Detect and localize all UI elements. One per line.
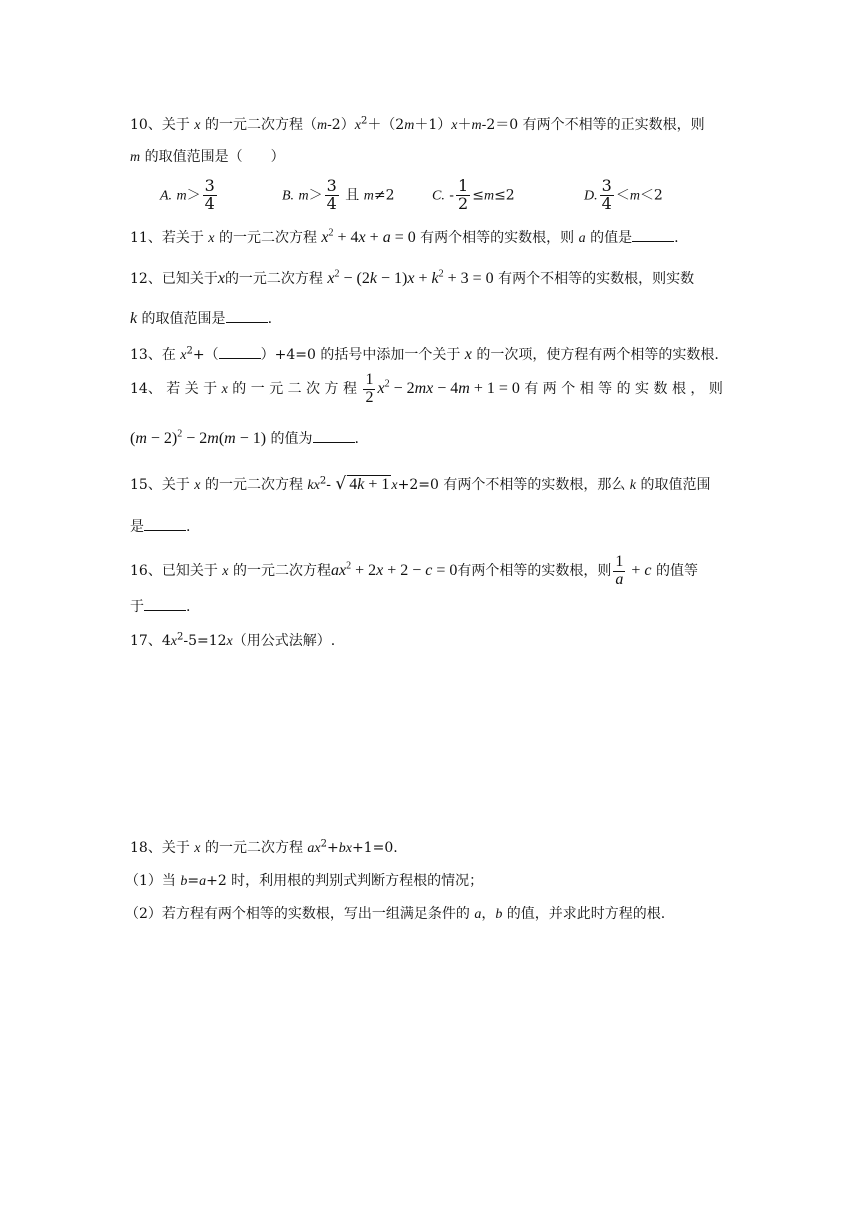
- question-14-line-2: [130, 428, 730, 448]
- equation-var: k: [369, 270, 377, 287]
- option-text: 且: [340, 187, 364, 204]
- q18-text: +1=0.: [351, 840, 398, 856]
- option-label: C.: [432, 188, 445, 204]
- denominator: 2: [458, 193, 469, 213]
- option-var: m: [363, 188, 374, 204]
- exponent: 2: [177, 428, 183, 440]
- answer-blank[interactable]: [144, 598, 186, 611]
- exponent: 2: [320, 838, 327, 850]
- option-var: m: [629, 188, 640, 204]
- q18-2-var: a: [474, 907, 482, 922]
- q18-var: ax: [307, 841, 321, 856]
- equation-var: x: [377, 379, 385, 397]
- q12-text: 的一元二次方程: [224, 271, 328, 287]
- exponent: 2: [176, 631, 184, 643]
- q15-var: k: [629, 478, 637, 493]
- question-number: 12、: [130, 271, 162, 287]
- question-number: 11、: [130, 230, 162, 246]
- q16-var: x: [222, 563, 229, 579]
- denominator: 4: [326, 193, 337, 213]
- q18-2-text: 的值，并求此时方程的根.: [502, 906, 666, 922]
- equation-text: (: [218, 430, 225, 447]
- equation-text: − 2: [389, 379, 415, 397]
- option-text: ＞: [308, 187, 323, 204]
- equation-text: − 1): [235, 430, 267, 447]
- option-label: B.: [282, 188, 295, 204]
- q10-text: ＋1）: [414, 117, 452, 133]
- equation-text: +: [414, 270, 432, 287]
- q18-text: +: [327, 840, 339, 856]
- fraction: [203, 178, 217, 213]
- answer-blank[interactable]: [144, 518, 186, 531]
- q10-text: 的一元二次方程（: [200, 117, 317, 133]
- exponent: 2: [186, 345, 193, 357]
- exponent: 2: [384, 378, 390, 390]
- q17-var: x: [226, 634, 233, 649]
- q18-text: 关于: [161, 840, 195, 856]
- denominator: 4: [601, 193, 612, 213]
- q18-1-text: （1）当: [125, 873, 181, 889]
- option-text: ≤2: [494, 187, 515, 204]
- q12-text: 的取值范围是: [137, 311, 226, 327]
- question-number: 13、: [130, 347, 162, 363]
- equation-text: − 2): [146, 430, 178, 447]
- q11-var: x: [208, 231, 215, 246]
- q15-text: .: [186, 519, 191, 535]
- option-var: m: [176, 188, 187, 204]
- q15-text: 的一元二次方程: [200, 477, 308, 493]
- question-18: [130, 837, 730, 857]
- q15-var: x: [194, 478, 201, 493]
- equation-text: − 4: [433, 379, 459, 397]
- q12-equation: [327, 270, 493, 287]
- option-a: [160, 178, 219, 213]
- q10-exponent: 2: [360, 115, 368, 127]
- q15-text: 是: [130, 519, 144, 535]
- radicand: [347, 475, 391, 494]
- question-number: 18、: [130, 840, 162, 856]
- equation-var: x: [321, 229, 329, 246]
- q10-text: 关于: [161, 117, 195, 133]
- numerator: 1: [365, 371, 374, 388]
- q13-var: x: [180, 348, 187, 363]
- exponent: 2: [334, 268, 340, 280]
- q18-1-var: a: [199, 874, 207, 889]
- numerator: 1: [615, 553, 624, 570]
- q13-text: +（: [192, 347, 219, 363]
- question-15-line-2: [130, 516, 730, 536]
- equation-text: = 0: [432, 561, 458, 579]
- answer-blank[interactable]: [632, 229, 674, 242]
- exponent: 2: [346, 560, 352, 572]
- equation-var: m: [207, 430, 219, 447]
- q10-var: x: [354, 118, 361, 133]
- q10-var: x: [194, 118, 201, 133]
- exponent: 2: [319, 475, 327, 487]
- q10-var: x: [451, 118, 458, 133]
- equation-var: x: [358, 229, 366, 246]
- q13-var: x: [464, 346, 472, 363]
- q10-var: m: [471, 118, 482, 133]
- q15-text: 的取值范围: [636, 477, 711, 493]
- q10-text: ＋（2: [367, 117, 405, 133]
- numerator: 3: [204, 176, 215, 195]
- q13-text: 的一次项，使方程有两个相等的实数根.: [471, 347, 719, 363]
- q18-1-text: =: [187, 873, 200, 889]
- q13-text: ）+4=0 的括号中添加一个关于: [260, 347, 465, 363]
- q10-text: -2）: [327, 117, 355, 133]
- q14-text: 的值为: [266, 431, 313, 447]
- answer-blank[interactable]: [219, 346, 261, 359]
- q18-1-text: +2 时，利用根的判别式判断方程根的情况；: [206, 873, 484, 889]
- equation-text: + 3 = 0: [443, 270, 494, 287]
- numerator: 1: [458, 176, 469, 195]
- option-c: [432, 178, 515, 213]
- fraction: [613, 554, 625, 589]
- q11-text: 的值是: [585, 230, 633, 246]
- q11-equation: [321, 229, 415, 246]
- option-d: [584, 178, 663, 213]
- q14-text: .: [354, 431, 359, 447]
- q10-var: m: [404, 118, 415, 133]
- q14-expression: [130, 430, 266, 447]
- equation-var: a: [382, 229, 391, 246]
- answer-blank[interactable]: [226, 310, 268, 323]
- question-13: [130, 344, 730, 364]
- option-label: A.: [160, 188, 173, 204]
- q18-var: bx: [338, 841, 352, 856]
- question-15-line-1: [130, 474, 730, 494]
- q15-var: kx: [307, 478, 320, 493]
- denominator: a: [615, 570, 624, 588]
- option-var: m: [483, 188, 495, 204]
- q16-text: 已知关于: [161, 562, 223, 579]
- q16-expression: [611, 553, 652, 588]
- q18-2-var: b: [495, 907, 503, 922]
- q16-equation: [331, 562, 457, 579]
- q12-var: x: [217, 270, 225, 287]
- equation-var: c: [644, 561, 652, 579]
- question-16-line-2: [130, 596, 730, 616]
- fraction: [600, 178, 614, 213]
- equation-text: (: [130, 430, 136, 447]
- equation-var: x: [407, 270, 415, 287]
- q12-text: .: [267, 311, 273, 327]
- question-14-line-1: [130, 372, 730, 407]
- equation-text: +: [627, 561, 645, 579]
- q15-text: -: [326, 477, 336, 493]
- q13-text: 在: [161, 347, 181, 363]
- q10-text: -2＝0 有两个不相等的正实数根，则: [481, 117, 705, 133]
- q16-text: 于: [130, 599, 144, 615]
- q14-equation: [361, 371, 520, 406]
- equation-var: ax: [330, 561, 347, 579]
- q17-var: x: [170, 634, 177, 649]
- question-number: 17、: [130, 633, 162, 649]
- equation-var: mx: [414, 379, 434, 397]
- numerator: 3: [326, 176, 337, 195]
- q10-var: m: [130, 150, 141, 165]
- equation-var: c: [425, 561, 433, 579]
- option-text: ＜2: [639, 187, 663, 204]
- q10-options: [160, 178, 700, 222]
- question-number: 10、: [130, 117, 162, 133]
- equation-var: m: [224, 430, 236, 447]
- q12-var: k: [130, 310, 138, 327]
- q15-text: 关于: [161, 477, 195, 493]
- q11-text: 的一元二次方程: [214, 230, 322, 246]
- question-10-line-2: [130, 146, 730, 166]
- equation-text: 4: [349, 476, 358, 493]
- q18-2-text: （2）若方程有两个相等的实数根，写出一组满足条件的: [125, 906, 475, 922]
- q17-text: 4: [161, 633, 171, 649]
- question-10-line-1: [130, 114, 730, 134]
- option-b: [282, 178, 395, 213]
- q11-text: 若关于: [161, 230, 209, 246]
- q17-text: （用公式法解）.: [232, 633, 336, 649]
- answer-blank[interactable]: [313, 430, 355, 443]
- q15-text: +2=0 有两个不相等的实数根，那么: [397, 477, 630, 493]
- equation-text: + 2: [351, 561, 377, 579]
- question-18-part-1: [125, 870, 730, 890]
- fraction: [456, 178, 470, 213]
- exponent: 2: [438, 268, 444, 280]
- denominator: 2: [365, 388, 374, 406]
- q10-var: m: [316, 118, 328, 133]
- q14-text: 有 两 个 相 等 的 实 数 根 ， 则: [519, 380, 723, 397]
- question-18-part-2: [125, 903, 730, 923]
- equation-text: = 0: [390, 229, 416, 246]
- equation-var: k: [357, 476, 365, 493]
- q16-text: 的一元二次方程: [228, 562, 331, 579]
- q16-text: 的值等: [651, 562, 698, 579]
- q11-text: 有两个相等的实数根，则: [415, 230, 579, 246]
- question-12-line-2: [130, 308, 730, 328]
- q14-var: x: [221, 381, 228, 397]
- fraction: [363, 372, 375, 407]
- sqrt-icon: √: [335, 474, 347, 494]
- question-number: 16、: [130, 562, 162, 579]
- q10-text: 的取值范围是（ ）: [140, 149, 285, 165]
- q18-text: 的一元二次方程: [200, 840, 308, 856]
- q12-text: 已知关于: [161, 271, 218, 287]
- equation-var: m: [458, 379, 470, 397]
- q12-text: 有两个不相等的实数根，则实数: [493, 271, 695, 287]
- q14-text: 的 一 元 二 次 方 程: [227, 380, 362, 397]
- q18-var: x: [194, 841, 201, 856]
- denominator: 4: [204, 193, 215, 213]
- exponent: 2: [328, 227, 334, 239]
- option-text: ＜: [615, 187, 630, 204]
- q11-text: .: [674, 230, 679, 246]
- question-number: 14: [130, 380, 148, 397]
- question-17: [130, 630, 730, 650]
- option-text: -: [444, 187, 455, 204]
- q18-2-text: ，: [481, 906, 496, 922]
- equation-text: − (2: [339, 270, 370, 287]
- q16-text: .: [186, 599, 191, 615]
- equation-text: − 2: [182, 430, 208, 447]
- equation-var: m: [135, 430, 147, 447]
- q11-var: a: [578, 231, 586, 246]
- q16-text: 有两个相等的实数根，则: [457, 562, 612, 579]
- q18-1-var: b: [180, 874, 188, 889]
- question-16-line-1: [130, 554, 730, 589]
- option-text: ≤: [472, 187, 484, 204]
- equation-text: + 4: [333, 229, 359, 246]
- q15-var: x: [391, 478, 398, 493]
- equation-text: + 1: [364, 476, 390, 493]
- equation-text: +: [365, 229, 383, 246]
- option-var: m: [298, 188, 309, 204]
- question-12-line-1: [130, 268, 730, 288]
- q14-text: 、 若 关 于: [147, 380, 222, 397]
- equation-var: x: [327, 270, 335, 287]
- equation-var: x: [376, 561, 384, 579]
- equation-text: − 1): [376, 270, 408, 287]
- fraction: [325, 178, 339, 213]
- q17-text: -5=12: [183, 633, 227, 649]
- equation-var: k: [431, 270, 439, 287]
- question-11: [130, 227, 730, 247]
- q10-text: ＋: [457, 117, 472, 133]
- numerator: 3: [601, 176, 612, 195]
- question-number: 15、: [130, 477, 162, 493]
- option-text: ≠2: [373, 187, 395, 204]
- option-label: D.: [584, 188, 598, 204]
- equation-text: + 2 −: [383, 561, 426, 579]
- equation-text: + 1 = 0: [469, 379, 520, 397]
- option-text: ＞: [186, 187, 201, 204]
